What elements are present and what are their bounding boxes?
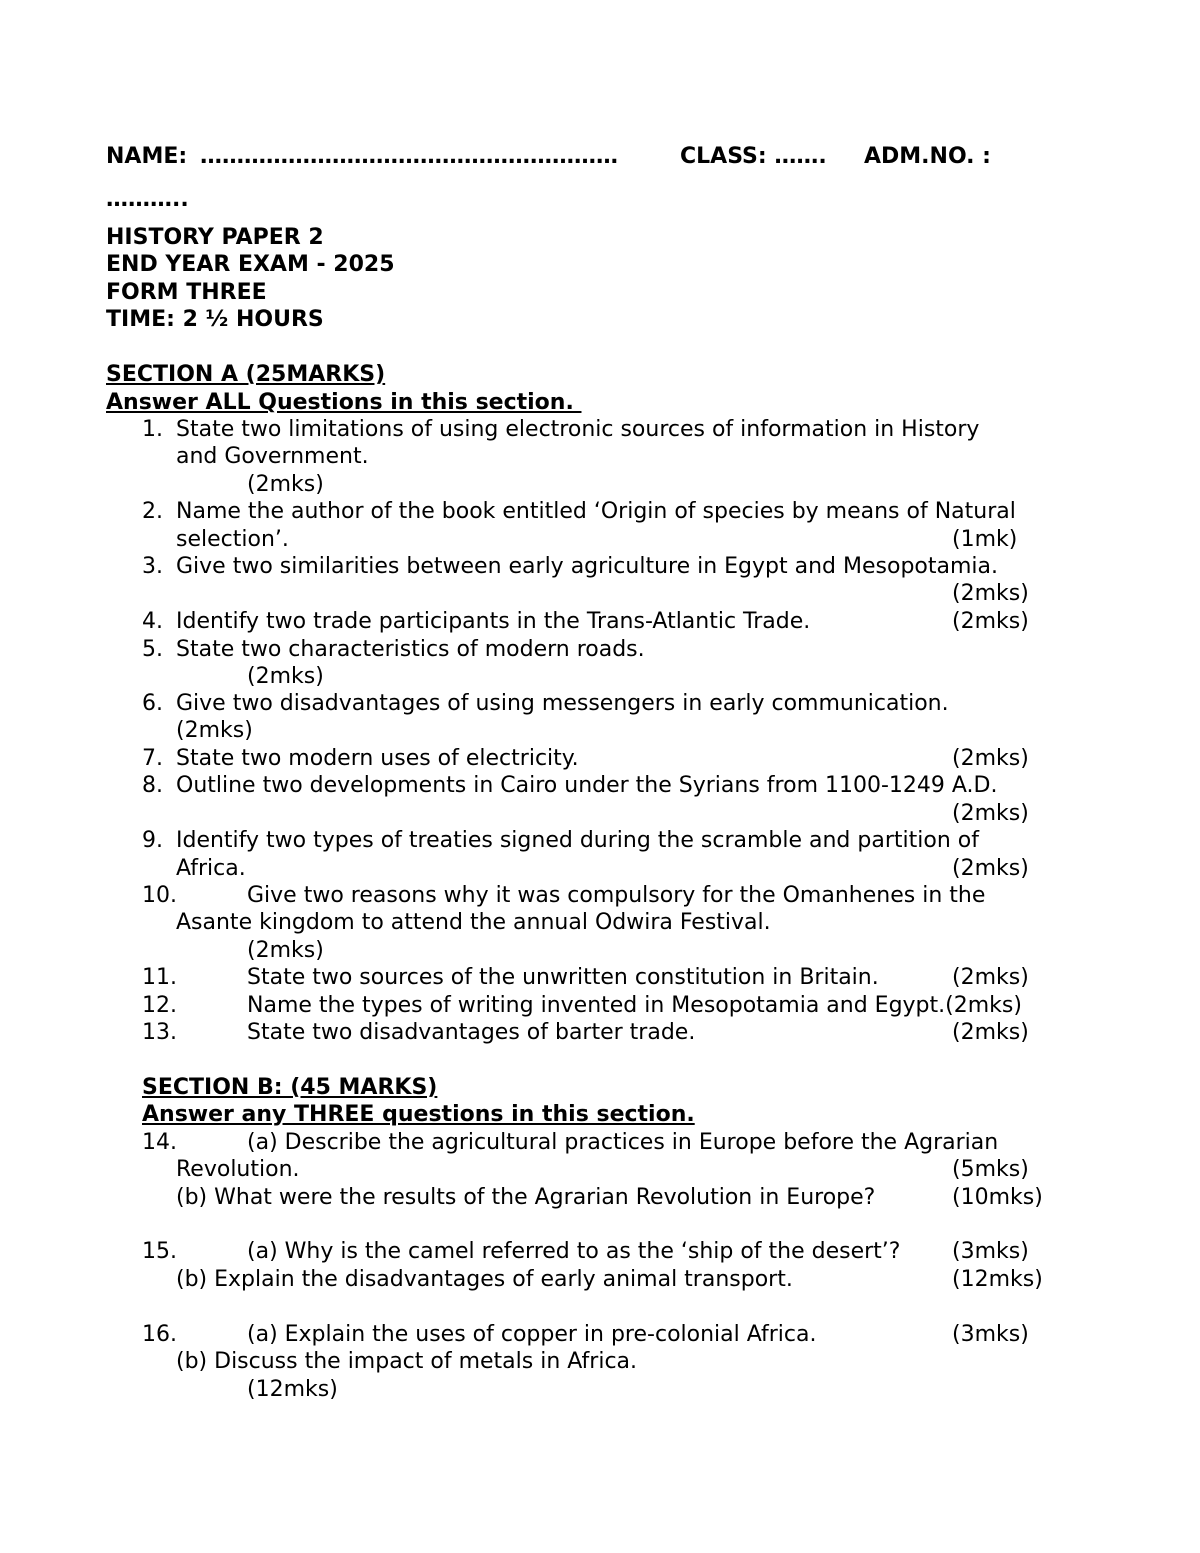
question-marks: (1mk) — [952, 527, 1018, 552]
question-number: 5. — [142, 637, 163, 662]
section-a-instruction: Answer ALL Questions in this section. — [106, 390, 582, 415]
question-number: 6. — [142, 691, 163, 716]
question-text: Outline two developments in Cairo under the Syrians from 1100-1249 A.D. — [176, 773, 998, 798]
exam-title: END YEAR EXAM - 2025 — [106, 252, 395, 277]
question-marks: (2mks) — [247, 664, 324, 689]
question-marks: (2mks) — [247, 938, 324, 963]
question-marks: (5mks) — [952, 1157, 1029, 1182]
question-text: State two limitations of using electronic sources of information in History — [176, 417, 980, 442]
question-text: Identify two types of treaties signed during the scramble and partition of — [176, 828, 979, 853]
question-marks: (2mks) — [952, 1020, 1029, 1045]
time-title: TIME: 2 ½ HOURS — [106, 307, 324, 332]
question-marks: (12mks) — [247, 1377, 338, 1402]
question-text: State two sources of the unwritten constitution in Britain. — [247, 965, 879, 990]
question-marks: (3mks) — [952, 1322, 1029, 1347]
question-text-cont: selection’. — [176, 527, 289, 552]
question-part-b: (b) Explain the disadvantages of early animal transport. — [176, 1267, 793, 1292]
paper-title: HISTORY PAPER 2 — [106, 225, 324, 250]
question-number: 3. — [142, 554, 163, 579]
question-number: 16. — [142, 1322, 177, 1347]
question-marks: (2mks) — [247, 472, 324, 497]
question-part-a-cont: Revolution. — [176, 1157, 300, 1182]
question-number: 8. — [142, 773, 163, 798]
question-text-cont: Asante kingdom to attend the annual Odwira Festival. — [176, 910, 771, 935]
question-text: Identify two trade participants in the Trans-Atlantic Trade. — [176, 609, 811, 634]
section-b-heading: SECTION B: (45 MARKS) — [142, 1075, 438, 1100]
question-text: State two characteristics of modern roads. — [176, 637, 645, 662]
question-marks: (2mks) — [952, 801, 1029, 826]
question-number: 12. — [142, 993, 177, 1018]
question-text: State two modern uses of electricity. — [176, 746, 579, 771]
question-marks: (2mks) — [176, 718, 253, 743]
question-part-b: (b) What were the results of the Agrarian Revolution in Europe? — [176, 1185, 876, 1210]
adm-label: ADM.NO. : — [864, 144, 991, 169]
question-marks: (3mks) — [952, 1239, 1029, 1264]
question-number: 11. — [142, 965, 177, 990]
question-number: 9. — [142, 828, 163, 853]
question-marks: (2mks) — [952, 581, 1029, 606]
question-number: 2. — [142, 499, 163, 524]
question-marks: (2mks) — [952, 965, 1029, 990]
section-a-heading: SECTION A (25MARKS) — [106, 362, 386, 387]
question-number: 13. — [142, 1020, 177, 1045]
question-number: 14. — [142, 1130, 177, 1155]
question-text: State two disadvantages of barter trade. — [247, 1020, 696, 1045]
question-number: 15. — [142, 1239, 177, 1264]
question-part-a: (a) Explain the uses of copper in pre-colonial Africa. — [247, 1322, 817, 1347]
question-marks: (2mks) — [952, 856, 1029, 881]
question-text: Give two reasons why it was compulsory for the Omanhenes in the — [247, 883, 986, 908]
name-dots: ………………………………………………… — [200, 144, 618, 169]
question-marks: (12mks) — [952, 1267, 1043, 1292]
question-number: 7. — [142, 746, 163, 771]
question-part-a: (a) Why is the camel referred to as the ‘ship of the desert’? — [247, 1239, 901, 1264]
question-text: Give two similarities between early agriculture in Egypt and Mesopotamia. — [176, 554, 998, 579]
question-marks: (10mks) — [952, 1185, 1043, 1210]
question-text: Name the types of writing invented in Mesopotamia and Egypt.(2mks) — [247, 993, 1022, 1018]
class-label: CLASS: ……. — [680, 144, 827, 169]
question-marks: (2mks) — [952, 746, 1029, 771]
name-label: NAME: — [106, 144, 188, 169]
adm-dots: ……….. — [106, 187, 189, 212]
question-number: 4. — [142, 609, 163, 634]
question-number: 10. — [142, 883, 177, 908]
question-part-b: (b) Discuss the impact of metals in Africa. — [176, 1349, 638, 1374]
question-text: Name the author of the book entitled ‘Origin of species by means of Natural — [176, 499, 1016, 524]
question-text: Give two disadvantages of using messengers in early communication. — [176, 691, 949, 716]
question-text-cont: and Government. — [176, 444, 369, 469]
form-title: FORM THREE — [106, 280, 267, 305]
question-text-cont: Africa. — [176, 856, 246, 881]
section-b-instruction: Answer any THREE questions in this section. — [142, 1102, 695, 1127]
question-marks: (2mks) — [952, 609, 1029, 634]
question-part-a: (a) Describe the agricultural practices in Europe before the Agrarian — [247, 1130, 999, 1155]
question-number: 1. — [142, 417, 163, 442]
